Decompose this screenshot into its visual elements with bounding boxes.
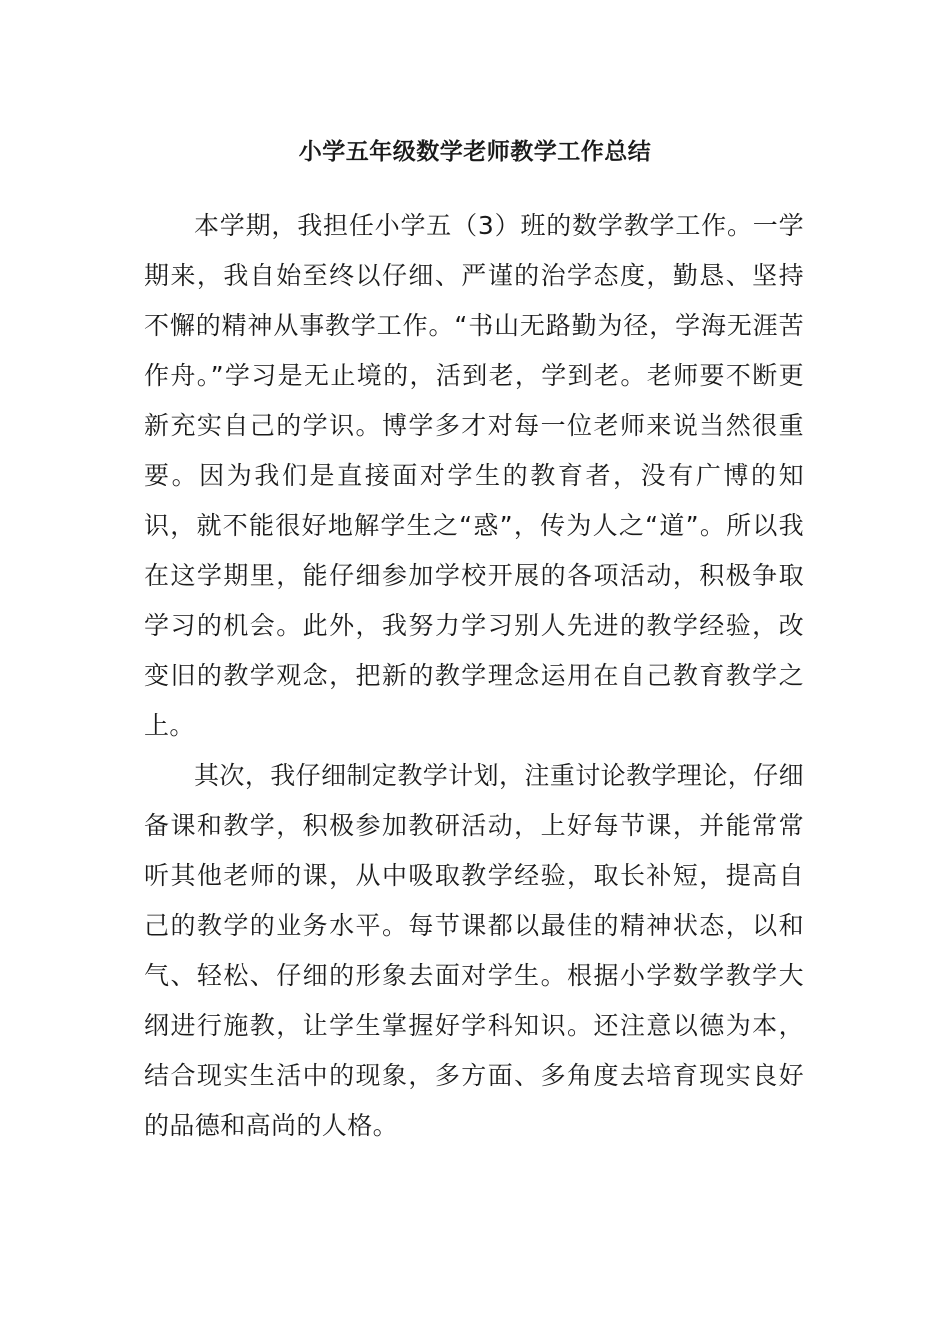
paragraph-1: 本学期，我担任小学五（3）班的数学教学工作。一学期来，我自始至终以仔细、严谨的治学态度，勤恳、坚持不懈的精神从事教学工作。“书山无路勤为径，学海无涯苦作舟。”学习是无止境的，活到老，学到老。老师要不断更新充实自己的学识。博学多才对每一位老师来说当然很重要。因为我们是直接面对学生的教育者，没有广博的知识，就不能很好地解学生之“惑”，传为人之“道”。所以我在这学期里，能仔细参加学校开展的各项活动，积极争取学习的机会。此外，我努力学习别人先进的教学经验，改变旧的教学观念，把新的教学理念运用在自己教育教学之上。	[144, 211, 804, 740]
paragraph-2: 其次，我仔细制定教学计划，注重讨论教学理论，仔细备课和教学，积极参加教研活动，上好每节课，并能常常听其他老师的课，从中吸取教学经验，取长补短，提高自己的教学的业务水平。每节课都以最佳的精神状态，以和气、轻松、仔细的形象去面对学生。根据小学数学教学大纲进行施教，让学生掌握好学科知识。还注意以德为本，结合现实生活中的现象，多方面、多角度去培育现实良好的品德和高尚的人格。	[144, 761, 804, 1140]
document-body	[144, 201, 804, 1151]
document-title: 小学五年级数学老师教学工作总结	[298, 139, 652, 165]
